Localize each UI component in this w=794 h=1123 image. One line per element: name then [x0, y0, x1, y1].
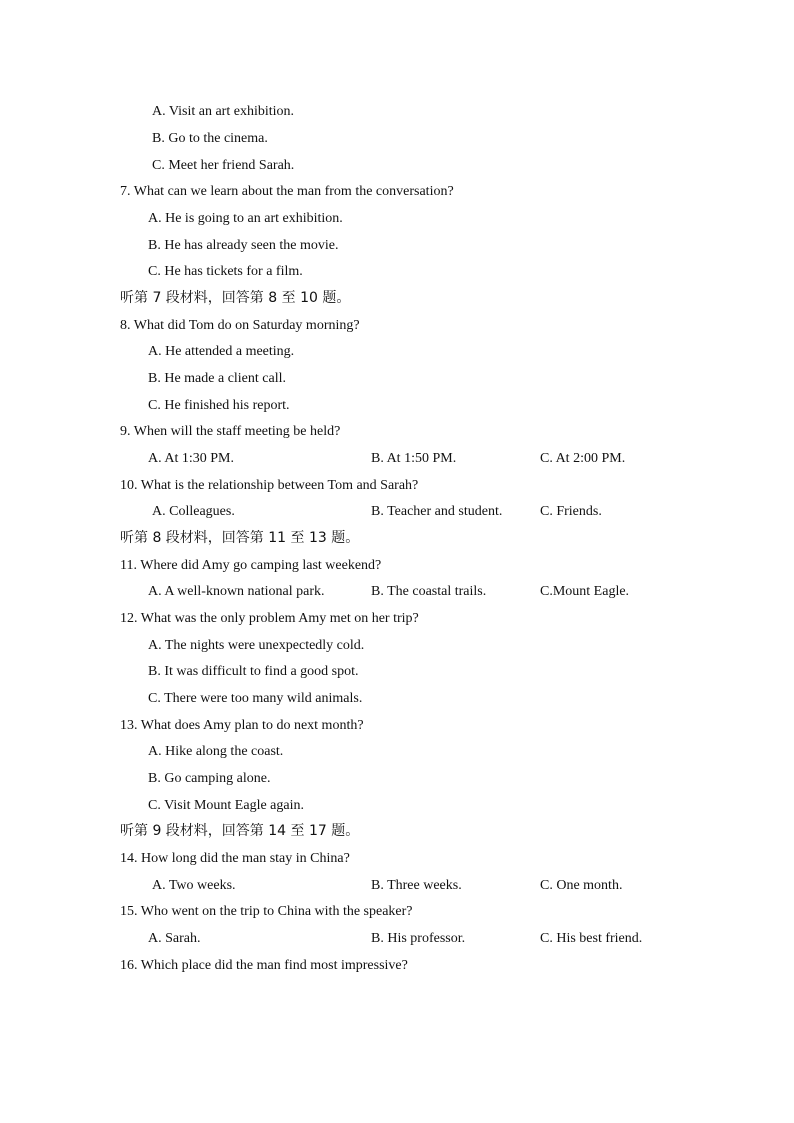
q12-option-b: B. It was difficult to find a good spot. [148, 664, 359, 679]
q12-option-a: A. The nights were unexpectedly cold. [148, 638, 365, 653]
q8-option-a: A. He attended a meeting. [148, 344, 295, 359]
q15-option-c: C. His best friend. [540, 931, 643, 946]
q6-option-c: C. Meet her friend Sarah. [152, 158, 295, 173]
q6-option-b: B. Go to the cinema. [152, 131, 268, 146]
q7-option-c: C. He has tickets for a film. [148, 264, 303, 279]
q7-option-a: A. He is going to an art exhibition. [148, 211, 343, 226]
q7-option-b: B. He has already seen the movie. [148, 238, 339, 253]
q11-option-c: C.Mount Eagle. [540, 584, 630, 599]
q9-option-a: A. At 1:30 PM. [148, 451, 234, 466]
q14-question: 14. How long did the man stay in China? [120, 851, 350, 866]
q8-option-b: B. He made a client call. [148, 371, 286, 386]
section-9-heading: 听第 9 段材料，回答第 14 至 17 题。 [120, 823, 360, 839]
q15-question: 15. Who went on the trip to China with the speaker? [120, 904, 413, 919]
q9-question: 9. When will the staff meeting be held? [120, 424, 341, 439]
q15-option-b: B. His professor. [371, 931, 466, 946]
q13-option-c: C. Visit Mount Eagle again. [148, 798, 304, 813]
q10-option-a: A. Colleagues. [152, 504, 235, 519]
q6-option-a: A. Visit an art exhibition. [152, 104, 294, 119]
q11-question: 11. Where did Amy go camping last weekend? [120, 558, 382, 573]
q13-option-a: A. Hike along the coast. [148, 744, 284, 759]
q9-option-c: C. At 2:00 PM. [540, 451, 626, 466]
q9-option-b: B. At 1:50 PM. [371, 451, 457, 466]
q11-option-a: A. A well-known national park. [148, 584, 325, 599]
q13-option-b: B. Go camping alone. [148, 771, 271, 786]
q12-option-c: C. There were too many wild animals. [148, 691, 363, 706]
q8-question: 8. What did Tom do on Saturday morning? [120, 318, 360, 333]
q10-option-b: B. Teacher and student. [371, 504, 503, 519]
q10-question: 10. What is the relationship between Tom and Sarah? [120, 478, 419, 493]
q13-question: 13. What does Amy plan to do next month? [120, 718, 364, 733]
q15-option-a: A. Sarah. [148, 931, 201, 946]
q7-question: 7. What can we learn about the man from the conversation? [120, 184, 454, 199]
q8-option-c: C. He finished his report. [148, 398, 290, 413]
q14-option-c: C. One month. [540, 878, 623, 893]
q14-option-a: A. Two weeks. [152, 878, 236, 893]
q14-option-b: B. Three weeks. [371, 878, 462, 893]
q10-option-c: C. Friends. [540, 504, 602, 519]
section-8-heading: 听第 8 段材料，回答第 11 至 13 题。 [120, 530, 360, 546]
section-7-heading: 听第 7 段材料，回答第 8 至 10 题。 [120, 290, 351, 306]
q11-option-b: B. The coastal trails. [371, 584, 487, 599]
q12-question: 12. What was the only problem Amy met on her trip? [120, 611, 419, 626]
q16-question: 16. Which place did the man find most impressive? [120, 958, 408, 973]
